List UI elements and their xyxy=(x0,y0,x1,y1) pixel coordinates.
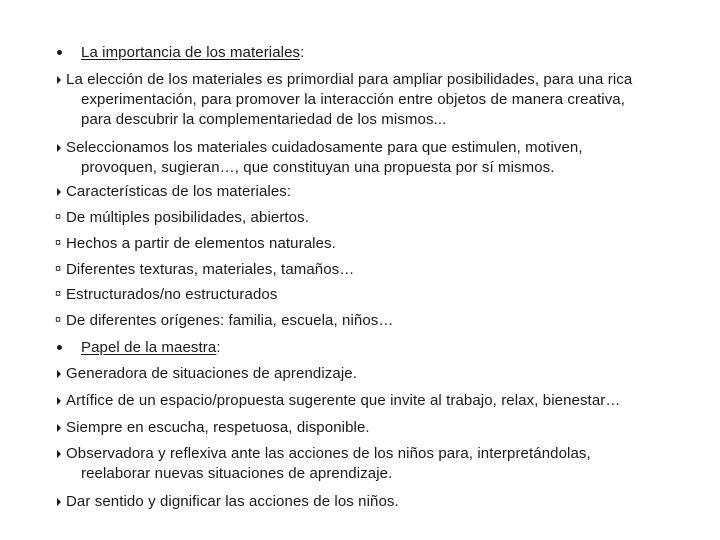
list-item: Dar sentido y dignificar las acciones de los niños. xyxy=(66,493,399,510)
list-item-continuation: reelaborar nuevas situaciones de aprendizaje. xyxy=(81,465,393,482)
list-item: Características de los materiales: xyxy=(66,183,292,200)
currency-bullet-icon: ¤ xyxy=(55,211,62,223)
arrow-bullet-icon xyxy=(57,450,61,458)
heading-suffix: : xyxy=(300,44,305,61)
list-item-continuation: provoquen, sugieran…, que constituyan una propuesta por sí mismos. xyxy=(81,159,555,176)
sub-list-item: De diferentes orígenes: familia, escuela, niños… xyxy=(66,312,394,329)
currency-bullet-icon: ¤ xyxy=(55,288,62,300)
sub-list-item: De múltiples posibilidades, abiertos. xyxy=(66,209,309,226)
currency-bullet-icon: ¤ xyxy=(55,314,62,326)
currency-bullet-icon: ¤ xyxy=(55,263,62,275)
arrow-bullet-icon xyxy=(57,424,61,432)
arrow-bullet-icon xyxy=(57,144,61,152)
list-item: Siempre en escucha, respetuosa, disponible. xyxy=(66,419,370,436)
list-item: Artífice de un espacio/propuesta sugerente que invite al trabajo, relax, bienestar… xyxy=(66,392,621,409)
sub-list-item: Estructurados/no estructurados xyxy=(66,286,278,303)
heading-title: La importancia de los materiales xyxy=(81,44,301,61)
heading-suffix: : xyxy=(216,339,221,356)
arrow-bullet-icon xyxy=(57,188,61,196)
arrow-bullet-icon xyxy=(57,76,61,84)
section-heading-teacher xyxy=(81,338,221,357)
sub-list-item: Diferentes texturas, materiales, tamaños… xyxy=(66,261,355,278)
arrow-bullet-icon xyxy=(57,498,61,506)
bullet-dot-icon xyxy=(57,50,62,55)
currency-bullet-icon: ¤ xyxy=(55,237,62,249)
section-heading-materials xyxy=(81,43,304,62)
arrow-bullet-icon xyxy=(57,397,61,405)
list-item-continuation: para descubrir la complementariedad de los mismos... xyxy=(81,111,447,128)
list-item: Observadora y reflexiva ante las acciones de los niños para, interpretándolas, xyxy=(66,445,591,462)
list-item: Seleccionamos los materiales cuidadosamente para que estimulen, motiven, xyxy=(66,139,583,156)
bullet-dot-icon xyxy=(57,345,62,350)
heading-title: Papel de la maestra xyxy=(81,339,217,356)
sub-list-item: Hechos a partir de elementos naturales. xyxy=(66,235,336,252)
list-item: La elección de los materiales es primordial para ampliar posibilidades, para una rica xyxy=(66,71,633,88)
list-item-continuation: experimentación, para promover la interacción entre objetos de manera creativa, xyxy=(81,91,626,108)
list-item: Generadora de situaciones de aprendizaje. xyxy=(66,365,357,382)
arrow-bullet-icon xyxy=(57,370,61,378)
